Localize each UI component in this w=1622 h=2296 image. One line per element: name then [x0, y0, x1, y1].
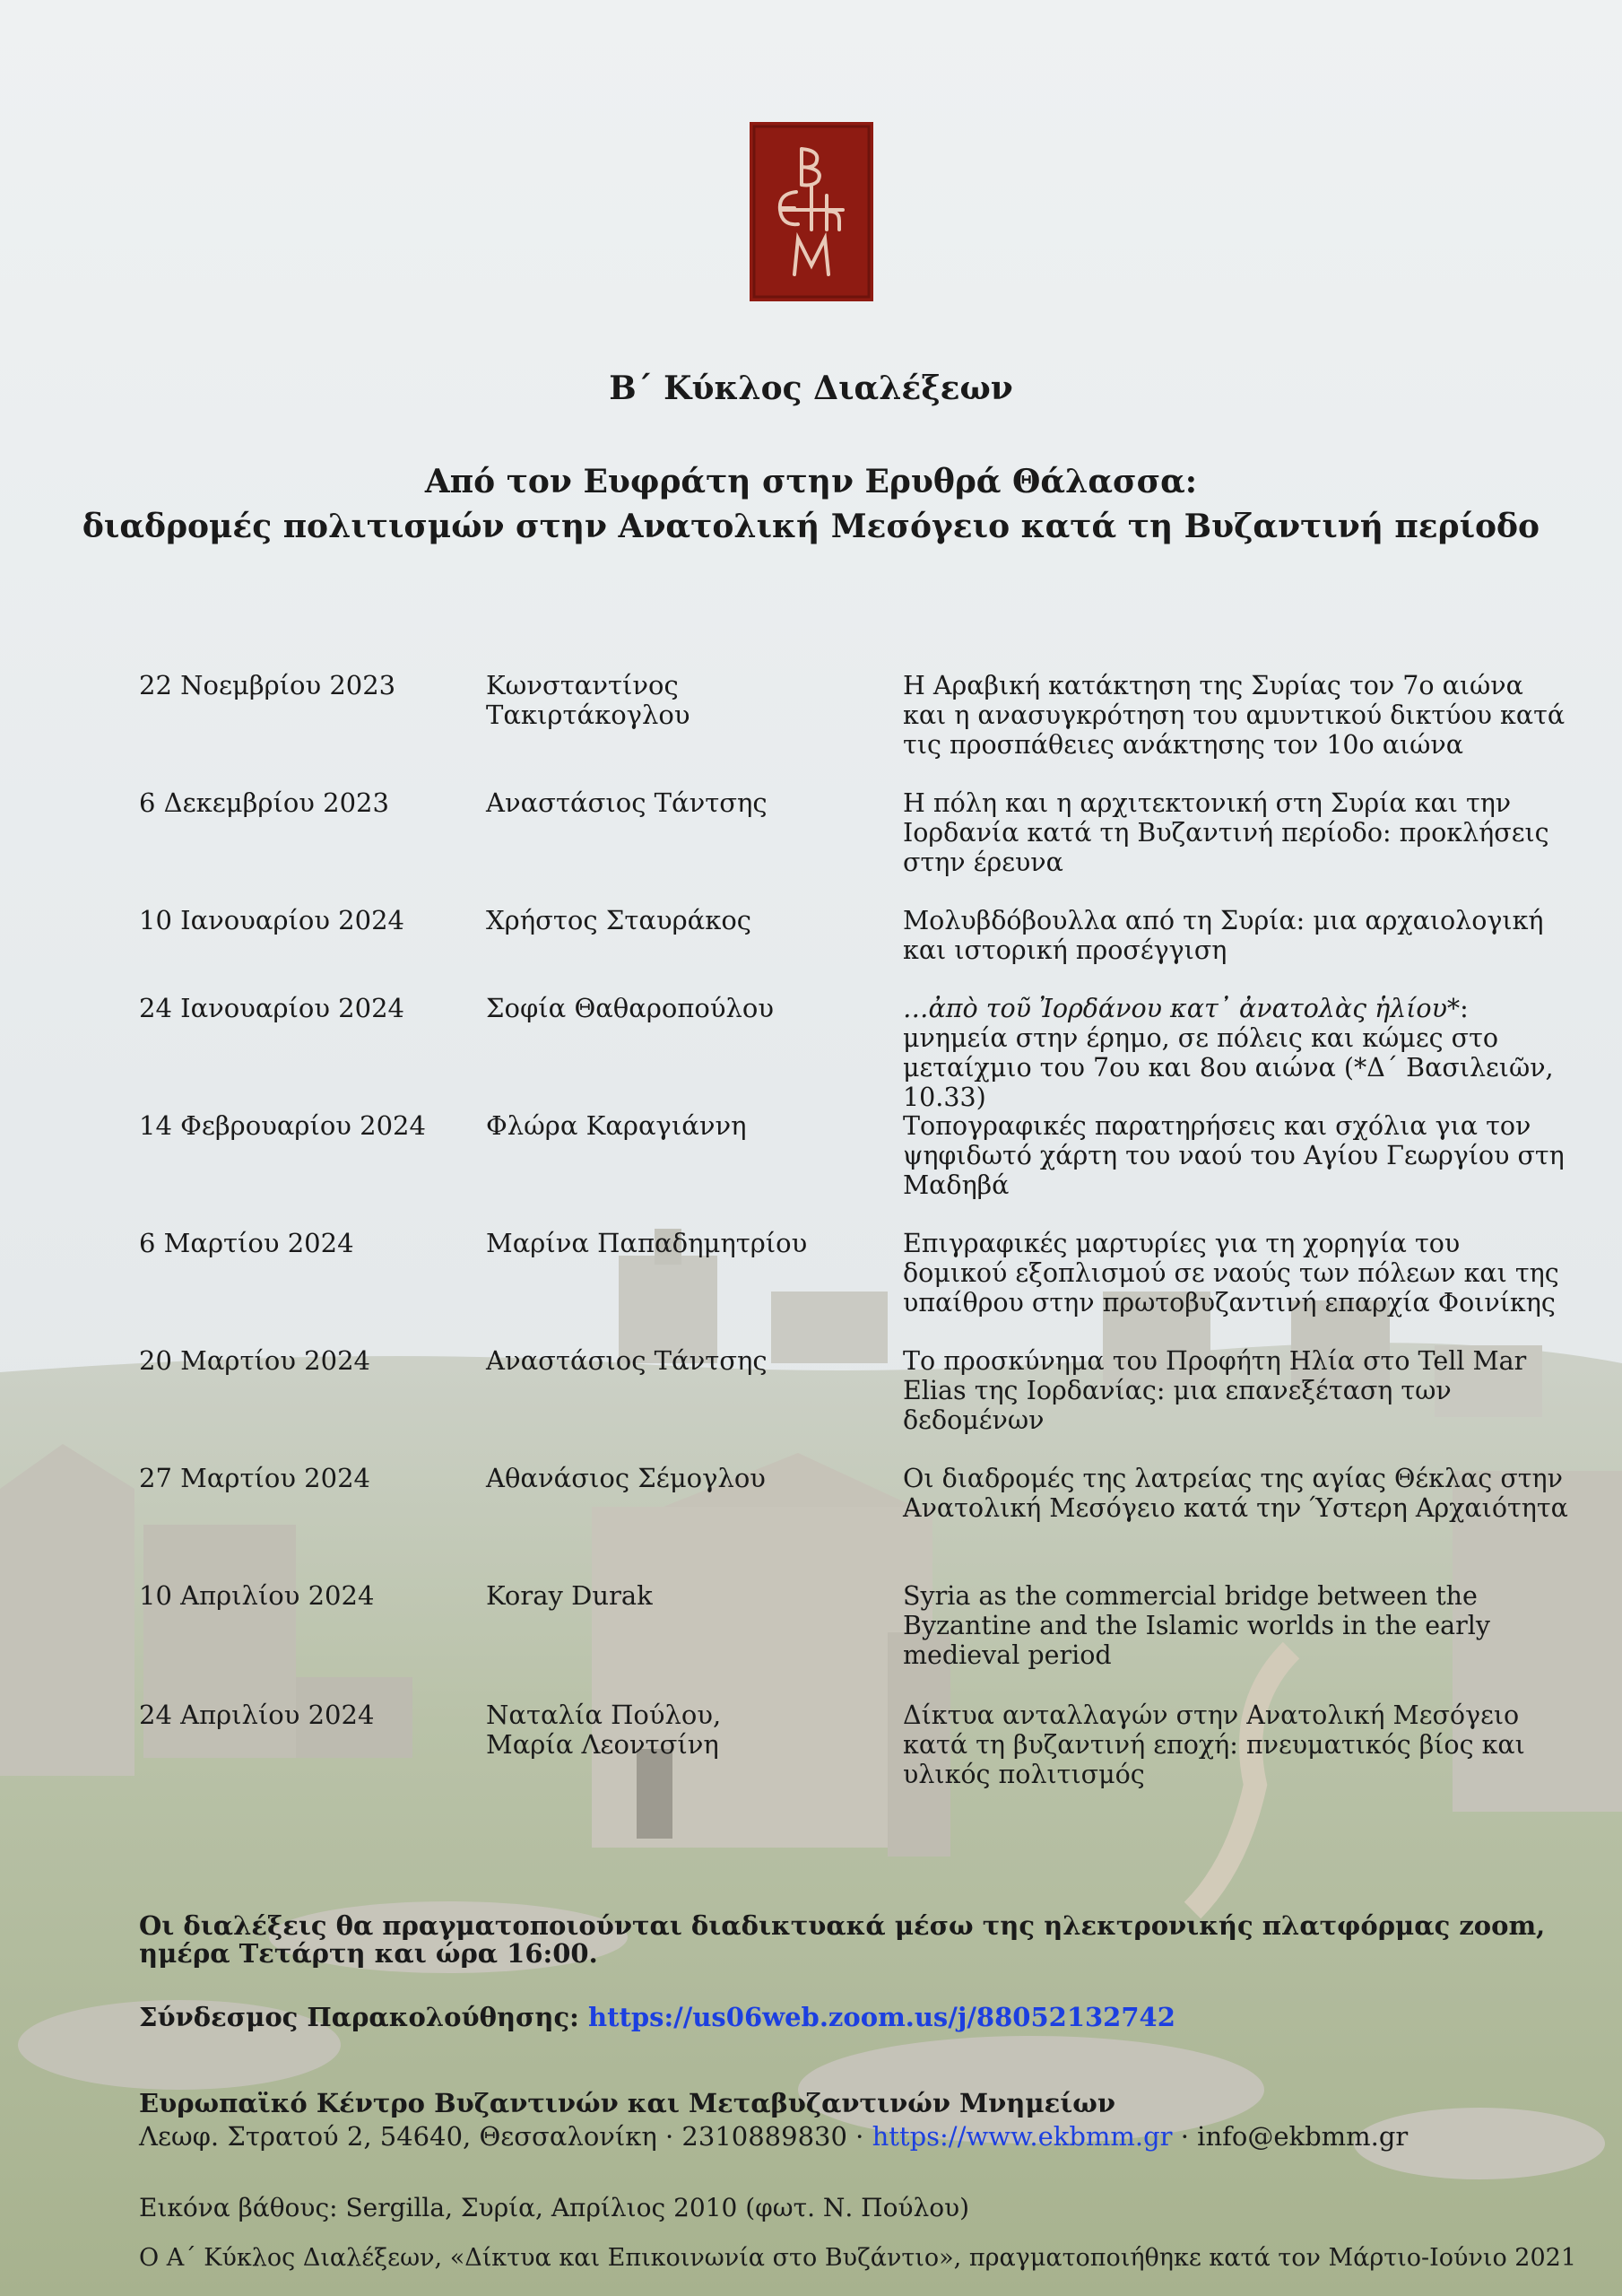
- lecture-topic: Μολυβδόβουλλα από τη Συρία: μια αρχαιολογική και ιστορική προσέγγιση: [903, 906, 1544, 965]
- lecture-date: 10 Ιανουαρίου 2024: [139, 905, 404, 935]
- lecture-speaker: Αναστάσιος Τάντσης: [486, 787, 768, 818]
- lecture-date: 27 Μαρτίου 2024: [139, 1463, 370, 1493]
- lecture-topic-rest: *: μνημεία στην έρημο, σε πόλεις και κώμες στο μεταίχμιο του 7ου και 8ου αιώνα (*Δ΄ Βασιλειῶν, 10.33): [903, 994, 1554, 1112]
- schedule-note: [139, 1912, 1565, 1968]
- lecture-topic: Τοπογραφικές παρατηρήσεις και σχόλια για τον ψηφιδωτό χάρτη του ναού του Αγίου Γεωργίου στη Μαδηβά: [903, 1111, 1565, 1200]
- lecture-speaker: Κωνσταντίνος Τακιρτάκογλου: [486, 670, 690, 730]
- lecture-date: 22 Νοεμβρίου 2023: [139, 670, 396, 700]
- lecture-date: 24 Ιανουαρίου 2024: [139, 993, 404, 1023]
- cycle-title: Β΄ Κύκλος Διαλέξεων: [609, 370, 1013, 407]
- logo: [750, 122, 873, 301]
- lecture-topic: Επιγραφικές μαρτυρίες για τη χορηγία του δομικού εξοπλισμού σε ναούς των πόλεων και της υπαίθρου στην πρωτοβυζαντινή επαρχία Φοινίκης: [903, 1229, 1559, 1318]
- lecture-speaker: Μαρίνα Παπαδημητρίου: [486, 1228, 808, 1258]
- schedule-line-1: Οι διαλέξεις θα πραγματοποιούνται διαδικτυακά μέσω της ηλεκτρονικής πλατφόρμας zoom,: [139, 1910, 1546, 1941]
- contact-line: [139, 2123, 1565, 2151]
- address: Λεωφ. Στρατού 2, 54640, Θεσσαλονίκη · 2310889830 ·: [139, 2121, 872, 2152]
- lecture-topic-quote: …ἀπὸ τοῦ Ἰορδάνου κατ᾽ ἀνατολὰς ἡλίου: [903, 994, 1447, 1023]
- org-name: Ευρωπαϊκό Κέντρο Βυζαντινών και Μεταβυζαντινών Μνημείων: [139, 2088, 1115, 2118]
- lecture-date: 6 Μαρτίου 2024: [139, 1228, 354, 1258]
- previous-cycle-note: Ο Α΄ Κύκλος Διαλέξεων, «Δίκτυα και Επικοινωνία στο Βυζάντιο», πραγματοποιήθηκε κατά τον Μάρτιο-Ιούνιο 2021: [139, 2244, 1577, 2272]
- lecture-topic: [903, 994, 1571, 1112]
- lecture-date: 24 Απριλίου 2024: [139, 1700, 375, 1730]
- lecture-speaker: Φλώρα Καραγιάννη: [486, 1110, 747, 1141]
- email: · info@ekbmm.gr: [1172, 2121, 1409, 2152]
- lecture-speaker-2: Μαρία Λεοντσίνη: [486, 1729, 719, 1760]
- lecture-date: 6 Δεκεμβρίου 2023: [139, 787, 389, 818]
- lecture-speaker: Αναστάσιος Τάντσης: [486, 1345, 768, 1376]
- lecture-speaker: [486, 1700, 889, 1760]
- lecture-speaker: Σοφία Θαθαροπούλου: [486, 993, 774, 1023]
- lecture-speaker-1: Ναταλία Πούλου,: [486, 1700, 722, 1730]
- schedule-line-2: ημέρα Τετάρτη και ώρα 16:00.: [139, 1938, 598, 1969]
- lecture-date: 10 Απριλίου 2024: [139, 1580, 375, 1611]
- lecture-topic: Η Αραβική κατάκτηση της Συρίας τον 7ο αιώνα και η ανασυγκρότηση του αμυντικού δικτύου κατά τις προσπάθειες ανάκτησης τον 10ο αιώνα: [903, 671, 1566, 760]
- lecture-topic: Οι διαδρομές της λατρείας της αγίας Θέκλας στην Ανατολική Μεσόγειο κατά την Ύστερη Αρχαιότητα: [903, 1464, 1568, 1523]
- link-label: Σύνδεσμος Παρακολούθησης:: [139, 2002, 579, 2032]
- lecture-topic: Δίκτυα ανταλλαγών στην Ανατολική Μεσόγειο κατά τη βυζαντινή εποχή: πνευματικός βίος και υλικός πολιτισμός: [903, 1700, 1525, 1789]
- lecture-speaker: Χρήστος Σταυράκος: [486, 905, 752, 935]
- lecture-topic: Η πόλη και η αρχιτεκτονική στη Συρία και την Ιορδανία κατά τη Βυζαντινή περίοδο: προκλήσεις στην έρευνα: [903, 788, 1549, 877]
- lecture-topic: Syria as the commercial bridge between the Byzantine and the Islamic worlds in the early medieval period: [903, 1581, 1490, 1670]
- lecture-speaker: Koray Durak: [486, 1580, 653, 1611]
- series-subtitle: [0, 459, 1622, 549]
- link-line: [139, 2004, 1565, 2031]
- lecture-date: 14 Φεβρουαρίου 2024: [139, 1110, 426, 1141]
- subtitle-line-2: διαδρομές πολιτισμών στην Ανατολική Μεσόγειο κατά τη Βυζαντινή περίοδο: [82, 508, 1540, 545]
- lecture-topic: Το προσκύνημα του Προφήτη Ηλία στο Tell Mar Elias της Ιορδανίας: μια επανεξέταση των δεδομένων: [903, 1346, 1527, 1435]
- image-credit: Εικόνα βάθους: Sergilla, Συρία, Απρίλιος 2010 (φωτ. Ν. Πούλου): [139, 2193, 970, 2222]
- website-link[interactable]: https://www.ekbmm.gr: [872, 2121, 1173, 2152]
- lecture-date: 20 Μαρτίου 2024: [139, 1345, 370, 1376]
- subtitle-line-1: Από τον Ευφράτη στην Ερυθρά Θάλασσα:: [424, 463, 1198, 500]
- lecture-speaker: Αθανάσιος Σέμογλου: [486, 1463, 766, 1493]
- zoom-link[interactable]: https://us06web.zoom.us/j/88052132742: [587, 2002, 1175, 2032]
